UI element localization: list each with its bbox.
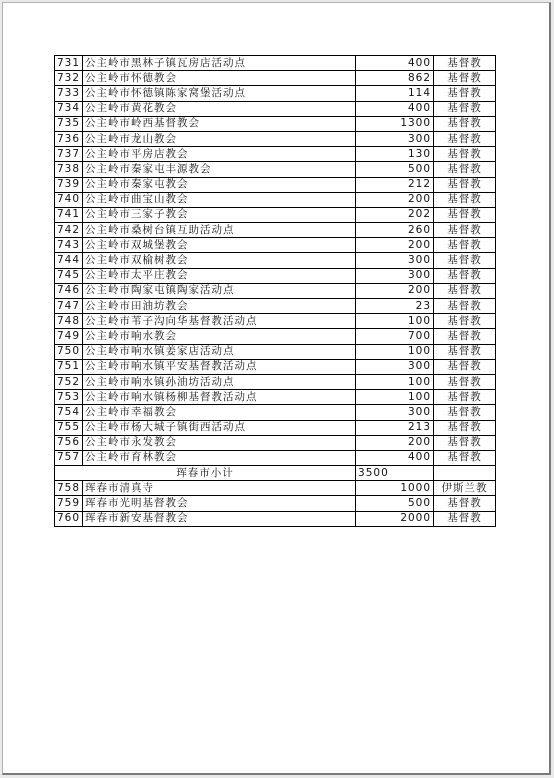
site-name: 公主岭市响水镇平安基督教活动点 — [83, 359, 356, 374]
row-number: 742 — [55, 223, 83, 238]
table-row — [55, 162, 496, 177]
member-count: 300 — [356, 405, 434, 420]
member-count: 130 — [356, 147, 434, 162]
site-name: 公主岭市龙山教会 — [83, 131, 356, 146]
member-count: 200 — [356, 192, 434, 207]
religion: 基督教 — [434, 131, 496, 146]
site-name: 公主岭市响水镇姜家店活动点 — [83, 344, 356, 359]
table-row — [55, 344, 496, 359]
table-row — [55, 511, 496, 526]
table-row — [55, 496, 496, 511]
member-count: 400 — [356, 56, 434, 71]
member-count: 200 — [356, 238, 434, 253]
religion: 基督教 — [434, 390, 496, 405]
religion: 基督教 — [434, 238, 496, 253]
table-row — [55, 71, 496, 86]
table-row — [55, 192, 496, 207]
member-count: 100 — [356, 374, 434, 389]
religion: 基督教 — [434, 177, 496, 192]
site-name: 公主岭市三家子教会 — [83, 207, 356, 222]
religion: 基督教 — [434, 450, 496, 465]
religion: 基督教 — [434, 344, 496, 359]
table-row — [55, 405, 496, 420]
member-count: 100 — [356, 344, 434, 359]
table-row — [55, 435, 496, 450]
table-row — [55, 390, 496, 405]
religion: 基督教 — [434, 435, 496, 450]
row-number: 752 — [55, 374, 83, 389]
member-count: 700 — [356, 329, 434, 344]
member-count: 212 — [356, 177, 434, 192]
religion: 伊斯兰教 — [434, 481, 496, 496]
table-row — [55, 253, 496, 268]
site-name: 公主岭市秦家屯丰源教会 — [83, 162, 356, 177]
member-count: 500 — [356, 162, 434, 177]
table-row — [55, 207, 496, 222]
religion: 基督教 — [434, 207, 496, 222]
row-number: 735 — [55, 116, 83, 131]
site-name: 公主岭市苇子沟向华基督教活动点 — [83, 314, 356, 329]
row-number: 741 — [55, 207, 83, 222]
table-row — [55, 481, 496, 496]
row-number: 734 — [55, 101, 83, 116]
row-number: 756 — [55, 435, 83, 450]
subtotal-label: 珲春市小计 — [55, 466, 356, 481]
document-page — [2, 2, 551, 775]
site-name: 公主岭市双榆树教会 — [83, 253, 356, 268]
site-name: 公主岭市桑树台镇互助活动点 — [83, 223, 356, 238]
religion: 基督教 — [434, 405, 496, 420]
row-number: 759 — [55, 496, 83, 511]
religion: 基督教 — [434, 511, 496, 526]
member-count: 400 — [356, 450, 434, 465]
table-row — [55, 177, 496, 192]
site-name: 公主岭市太平庄教会 — [83, 268, 356, 283]
religion: 基督教 — [434, 253, 496, 268]
member-count: 114 — [356, 86, 434, 101]
religion: 基督教 — [434, 420, 496, 435]
subtotal-religion-empty — [434, 466, 496, 481]
row-number: 750 — [55, 344, 83, 359]
site-name: 珲春市光明基督教会 — [83, 496, 356, 511]
religion: 基督教 — [434, 192, 496, 207]
row-number: 749 — [55, 329, 83, 344]
site-name: 公主岭市怀德教会 — [83, 71, 356, 86]
table-row — [55, 450, 496, 465]
site-name: 公主岭市杨大城子镇街西活动点 — [83, 420, 356, 435]
table-row — [55, 299, 496, 314]
member-count: 862 — [356, 71, 434, 86]
site-name: 公主岭市平房店教会 — [83, 147, 356, 162]
site-name: 公主岭市黄花教会 — [83, 101, 356, 116]
site-name: 公主岭市幸福教会 — [83, 405, 356, 420]
site-name: 公主岭市怀德镇陈家窝堡活动点 — [83, 86, 356, 101]
member-count: 200 — [356, 283, 434, 298]
table-row — [55, 283, 496, 298]
religion: 基督教 — [434, 101, 496, 116]
member-count: 500 — [356, 496, 434, 511]
religion: 基督教 — [434, 374, 496, 389]
religion: 基督教 — [434, 496, 496, 511]
member-count: 213 — [356, 420, 434, 435]
table-row — [55, 359, 496, 374]
table-row — [55, 86, 496, 101]
row-number: 736 — [55, 131, 83, 146]
table-row — [55, 238, 496, 253]
site-name: 公主岭市黑林子镇瓦房店活动点 — [83, 56, 356, 71]
row-number: 731 — [55, 56, 83, 71]
row-number: 737 — [55, 147, 83, 162]
table-row — [55, 56, 496, 71]
member-count: 100 — [356, 390, 434, 405]
row-number: 757 — [55, 450, 83, 465]
religion: 基督教 — [434, 223, 496, 238]
row-number: 753 — [55, 390, 83, 405]
member-count: 300 — [356, 253, 434, 268]
table-row — [55, 268, 496, 283]
religion: 基督教 — [434, 56, 496, 71]
row-number: 747 — [55, 299, 83, 314]
religion: 基督教 — [434, 147, 496, 162]
religion: 基督教 — [434, 268, 496, 283]
religion: 基督教 — [434, 359, 496, 374]
table-row — [55, 223, 496, 238]
member-count: 23 — [356, 299, 434, 314]
site-name: 公主岭市永发教会 — [83, 435, 356, 450]
table-row — [55, 147, 496, 162]
subtotal-count: 3500 — [356, 466, 434, 481]
table-row — [55, 131, 496, 146]
table-row — [55, 374, 496, 389]
row-number: 760 — [55, 511, 83, 526]
row-number: 748 — [55, 314, 83, 329]
member-count: 1000 — [356, 481, 434, 496]
member-count: 300 — [356, 131, 434, 146]
religion: 基督教 — [434, 162, 496, 177]
religion: 基督教 — [434, 71, 496, 86]
row-number: 732 — [55, 71, 83, 86]
religion: 基督教 — [434, 86, 496, 101]
member-count: 100 — [356, 314, 434, 329]
site-name: 公主岭市曲宝山教会 — [83, 192, 356, 207]
member-count: 400 — [356, 101, 434, 116]
table-row — [55, 420, 496, 435]
member-count: 1300 — [356, 116, 434, 131]
row-number: 738 — [55, 162, 83, 177]
row-number: 740 — [55, 192, 83, 207]
member-count: 300 — [356, 359, 434, 374]
member-count: 300 — [356, 268, 434, 283]
row-number: 754 — [55, 405, 83, 420]
site-name: 珲春市新安基督教会 — [83, 511, 356, 526]
religion: 基督教 — [434, 299, 496, 314]
row-number: 758 — [55, 481, 83, 496]
member-count: 200 — [356, 435, 434, 450]
row-number: 755 — [55, 420, 83, 435]
row-number: 751 — [55, 359, 83, 374]
member-count: 202 — [356, 207, 434, 222]
site-name: 公主岭市秦家屯教会 — [83, 177, 356, 192]
religion: 基督教 — [434, 116, 496, 131]
table-row — [55, 101, 496, 116]
row-number: 739 — [55, 177, 83, 192]
site-name: 公主岭市双城堡教会 — [83, 238, 356, 253]
row-number: 733 — [55, 86, 83, 101]
site-name: 公主岭市育林教会 — [83, 450, 356, 465]
site-name: 公主岭市岭西基督教会 — [83, 116, 356, 131]
religious-sites-table — [54, 55, 496, 527]
member-count: 2000 — [356, 511, 434, 526]
religion: 基督教 — [434, 329, 496, 344]
site-name: 公主岭市响水教会 — [83, 329, 356, 344]
site-name: 公主岭市响水镇孙油坊活动点 — [83, 374, 356, 389]
site-name: 公主岭市响水镇杨柳基督教活动点 — [83, 390, 356, 405]
site-name: 珲春市清真寺 — [83, 481, 356, 496]
row-number: 744 — [55, 253, 83, 268]
table-row — [55, 329, 496, 344]
subtotal-row — [55, 466, 496, 481]
row-number: 745 — [55, 268, 83, 283]
table-row — [55, 314, 496, 329]
member-count: 260 — [356, 223, 434, 238]
table-body — [55, 56, 496, 527]
row-number: 743 — [55, 238, 83, 253]
religion: 基督教 — [434, 283, 496, 298]
site-name: 公主岭市陶家屯镇陶家活动点 — [83, 283, 356, 298]
table-row — [55, 116, 496, 131]
row-number: 746 — [55, 283, 83, 298]
religion: 基督教 — [434, 314, 496, 329]
site-name: 公主岭市田油坊教会 — [83, 299, 356, 314]
